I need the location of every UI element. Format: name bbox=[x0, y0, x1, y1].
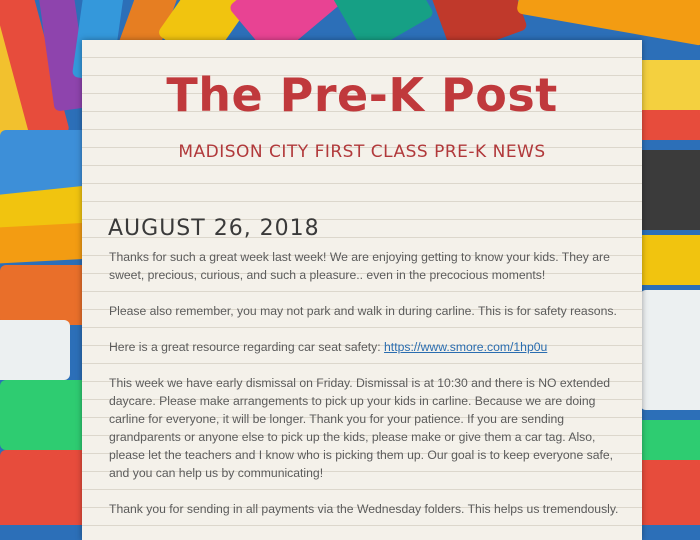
section-date-heading: AUGUST 26, 2018 bbox=[108, 216, 320, 241]
paragraph-car-seat-resource bbox=[109, 338, 619, 356]
paragraph-carline-reminder: Please also remember, you may not park and walk in during carline. This is for safety reasons. bbox=[109, 304, 617, 318]
newsletter-title: The Pre-K Post bbox=[166, 68, 558, 122]
paragraph-payments: Thank you for sending in all payments via the Wednesday folders. This helps us tremendously. bbox=[109, 502, 619, 516]
car-seat-safety-link[interactable]: https://www.smore.com/1hp0u bbox=[384, 340, 548, 354]
newsletter-body bbox=[109, 248, 619, 536]
paragraph-welcome: Thanks for such a great week last week! We are enjoying getting to know your kids. They are sweet, precious, curious, and such a pleasure.. even in the precocious moments! bbox=[109, 250, 610, 282]
newsletter-card bbox=[82, 40, 642, 540]
paragraph-early-dismissal: This week we have early dismissal on Friday. Dismissal is at 10:30 and there is NO extended daycare. Please make arrangements to pick up your kids in carline. Because we are doing carline for everyone, it will be longer. Thank you for your patience. If you are sending grandparents or anyone else to pick up the kids, please make or give them a car tag. Also, please let the teachers and I know who is picking them up. Our goal is to keep everyone safe, and you can help us by communicating! bbox=[109, 376, 614, 480]
newsletter-subtitle: MADISON CITY FIRST CLASS PRE-K NEWS bbox=[178, 142, 546, 162]
car-seat-text: Here is a great resource regarding car seat safety: bbox=[109, 340, 385, 354]
